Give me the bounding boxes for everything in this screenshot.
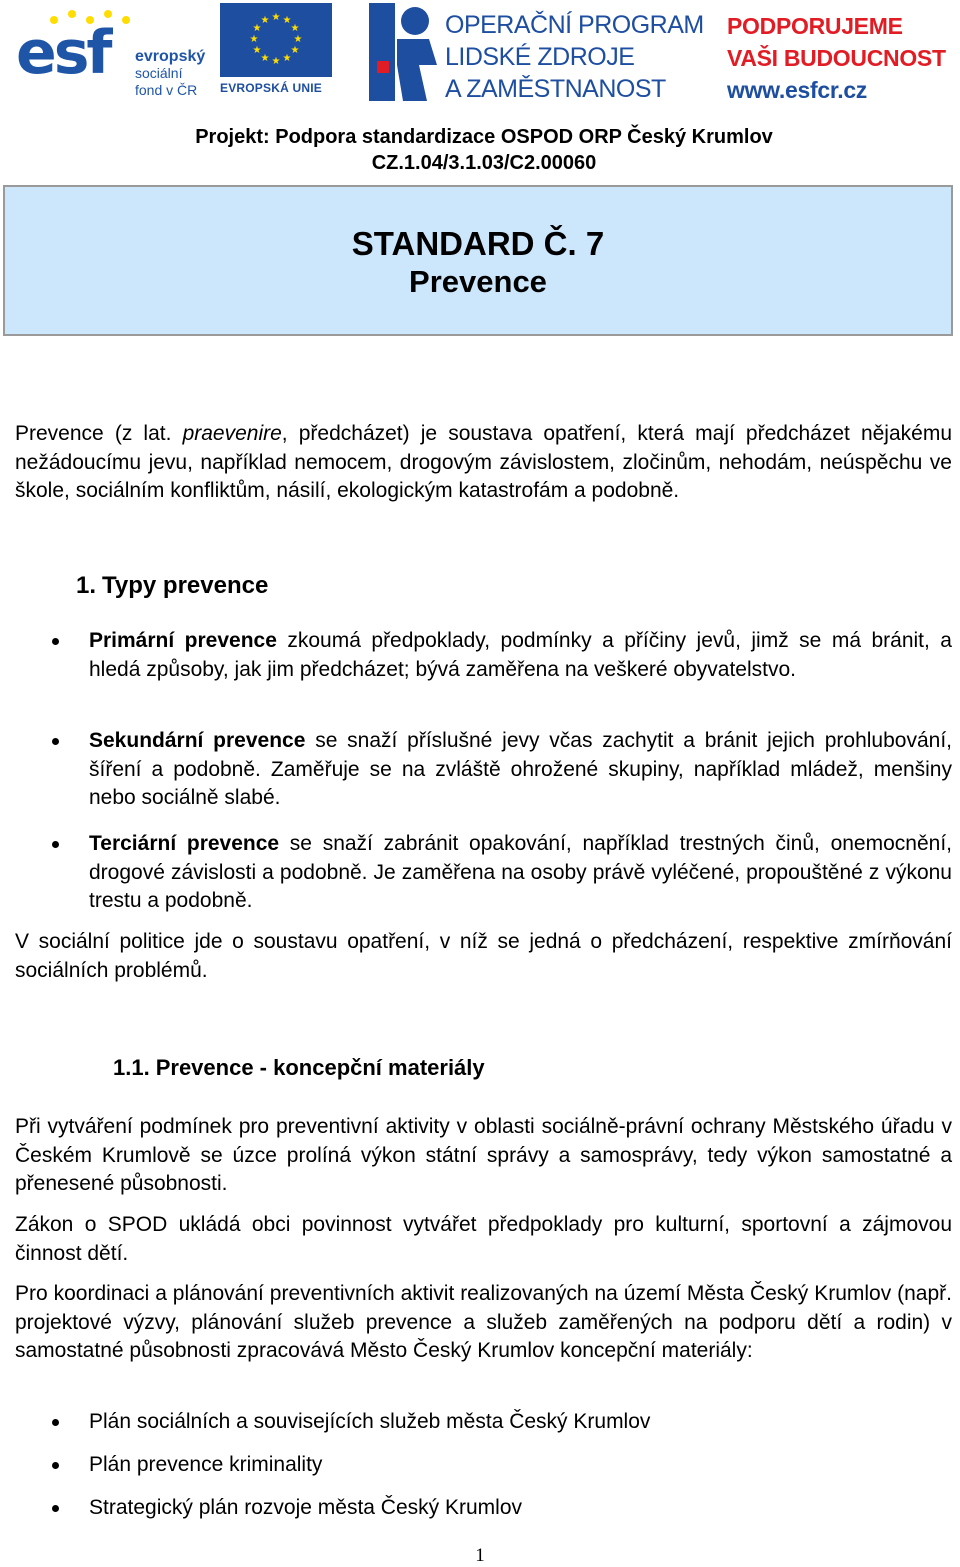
op-line-1: OPERAČNÍ PROGRAM bbox=[445, 11, 704, 39]
esf-caption-bold: evropský bbox=[135, 48, 206, 65]
project-code: CZ.1.04/3.1.03/C2.00060 bbox=[371, 152, 597, 174]
support-url-link[interactable]: www.esfcr.cz bbox=[727, 77, 868, 103]
intro-latin: praevenire bbox=[182, 422, 282, 445]
bullet-secondary-text: se snaží příslušné jevy včas zachytit a bránit jejich prohlubování, šíření a podobně. Zaměřuje se na zvláště ohrožené skupiny, například mládež, menšiny nebo sociálně slabé. bbox=[89, 729, 952, 810]
svg-text:★: ★ bbox=[260, 15, 270, 26]
intro-term: Prevence bbox=[15, 422, 104, 445]
esf-caption-line2: sociální bbox=[135, 65, 183, 81]
logo-bar bbox=[0, 0, 960, 110]
bullet-icon bbox=[52, 841, 59, 848]
standard-number: STANDARD Č. 7 bbox=[351, 225, 605, 262]
op-line-3: A ZAMĚSTNANOST bbox=[445, 75, 666, 103]
bullet-icon bbox=[52, 738, 59, 745]
eu-stars-icon bbox=[220, 3, 332, 77]
op-line-2: LIDSKÉ ZDROJE bbox=[445, 43, 635, 71]
bullet-primary bbox=[89, 627, 952, 684]
title-box bbox=[3, 185, 953, 336]
op-figure-icon bbox=[367, 3, 439, 103]
intro-paragraph bbox=[15, 420, 952, 506]
social-policy-paragraph: V sociální politice jde o soustavu opatření, v níž se jedná o předcházení, respektive zmírňování sociálních problémů. bbox=[15, 930, 952, 982]
list-item-text: Strategický plán rozvoje města Český Krumlov bbox=[89, 1496, 522, 1519]
support-line-2: VAŠI BUDOUCNOST bbox=[727, 45, 946, 71]
standard-title: Prevence bbox=[409, 264, 547, 299]
svg-text:★: ★ bbox=[290, 45, 300, 56]
section-1-heading bbox=[76, 572, 274, 600]
bullet-icon bbox=[52, 1462, 59, 1469]
svg-text:★: ★ bbox=[293, 34, 303, 45]
support-line-1: PODPORUJEME bbox=[727, 13, 903, 39]
esf-logo bbox=[10, 4, 215, 99]
eu-logo bbox=[220, 3, 332, 99]
support-slogan bbox=[727, 10, 946, 106]
svg-text:★: ★ bbox=[271, 56, 281, 67]
section-1-title: Typy prevence bbox=[102, 572, 269, 599]
project-name: Projekt: Podpora standardizace OSPOD ORP Český Krumlov bbox=[195, 126, 773, 148]
intro-rest: , předcházet) je soustava opatření, která mají předcházet nějakému nežádoucímu jevu, například nemocem, drogovým závislostem, zločinům, nehodám, neúspěchu ve škole, sociálním konfliktům, násilí, ekologickým katastrofám a podobně. bbox=[15, 422, 953, 503]
paragraph-spod-law: Zákon o SPOD ukládá obci povinnost vytvářet předpoklady pro kulturní, sportovní a zájmovou činnost dětí. bbox=[15, 1213, 952, 1265]
svg-text:★: ★ bbox=[252, 45, 262, 56]
eu-flag-icon bbox=[220, 3, 332, 77]
paragraph-conditions: Při vytváření podmínek pro preventivní aktivity v oblasti sociálně-právní ochrany Městského úřadu v Českém Krumlově se úzce prolíná výkon státní správy a samosprávy, tedy výkon samostatné a přenesené působnosti. bbox=[15, 1115, 952, 1196]
svg-text:★: ★ bbox=[282, 15, 292, 26]
svg-text:★: ★ bbox=[271, 12, 281, 23]
svg-text:★: ★ bbox=[249, 34, 259, 45]
esf-caption bbox=[135, 48, 205, 99]
list-item bbox=[89, 1408, 952, 1437]
svg-text:★: ★ bbox=[290, 23, 300, 34]
bullet-icon bbox=[52, 1419, 59, 1426]
bullet-icon bbox=[52, 1505, 59, 1512]
bullet-icon bbox=[52, 638, 59, 645]
section-1-1-title: Prevence - koncepční materiály bbox=[155, 1055, 485, 1080]
bullet-primary-text: zkoumá předpoklady, podmínky a příčiny jevů, jimž se má bránit, a hledá způsoby, jak jim předcházet; bývá zaměřena na veškeré obyvatelstvo. bbox=[89, 629, 952, 681]
project-info bbox=[0, 124, 960, 176]
svg-text:★: ★ bbox=[252, 23, 262, 34]
bullet-tertiary bbox=[89, 830, 952, 916]
list-item-text: Plán prevence kriminality bbox=[89, 1453, 323, 1476]
bullet-primary-term: Primární prevence bbox=[89, 629, 277, 652]
page-number: 1 bbox=[475, 1545, 485, 1566]
svg-text:★: ★ bbox=[260, 53, 270, 64]
bullet-tertiary-text: se snaží zabránit opakování, například trestných činů, onemocnění, drogové závislosti a podobně. Je zaměřena na osoby právě vyléčené, propouštěné z výkonu trestu a podobně. bbox=[89, 832, 952, 913]
paragraph-coordination: Pro koordinaci a plánování preventivních aktivit realizovaných na území Města Český Krumlov (např. projektové výzvy, plánování služeb prevence a služeb zaměřených na podporu dětí a rodin) v samostatné působnosti zpracovává Město Český Krumlov koncepční materiály: bbox=[15, 1282, 952, 1363]
section-1-number: 1. bbox=[76, 572, 97, 599]
intro-pre-latin: (z lat. bbox=[103, 422, 183, 445]
op-program-name bbox=[445, 9, 704, 105]
section-1-1-heading bbox=[113, 1055, 485, 1081]
list-item bbox=[89, 1451, 952, 1480]
bullet-secondary bbox=[89, 727, 952, 813]
svg-text:★: ★ bbox=[282, 53, 292, 64]
section-1-1-number: 1.1. bbox=[113, 1055, 150, 1080]
esf-caption-line3: fond v ČR bbox=[135, 82, 198, 98]
list-item-text: Plán sociálních a souvisejících služeb města Český Krumlov bbox=[89, 1410, 651, 1433]
list-item bbox=[89, 1494, 952, 1523]
bullet-tertiary-term: Terciární prevence bbox=[89, 832, 280, 855]
bullet-secondary-term: Sekundární prevence bbox=[89, 729, 306, 752]
esf-letters: esf bbox=[16, 18, 110, 88]
eu-caption: EVROPSKÁ UNIE bbox=[220, 81, 322, 95]
